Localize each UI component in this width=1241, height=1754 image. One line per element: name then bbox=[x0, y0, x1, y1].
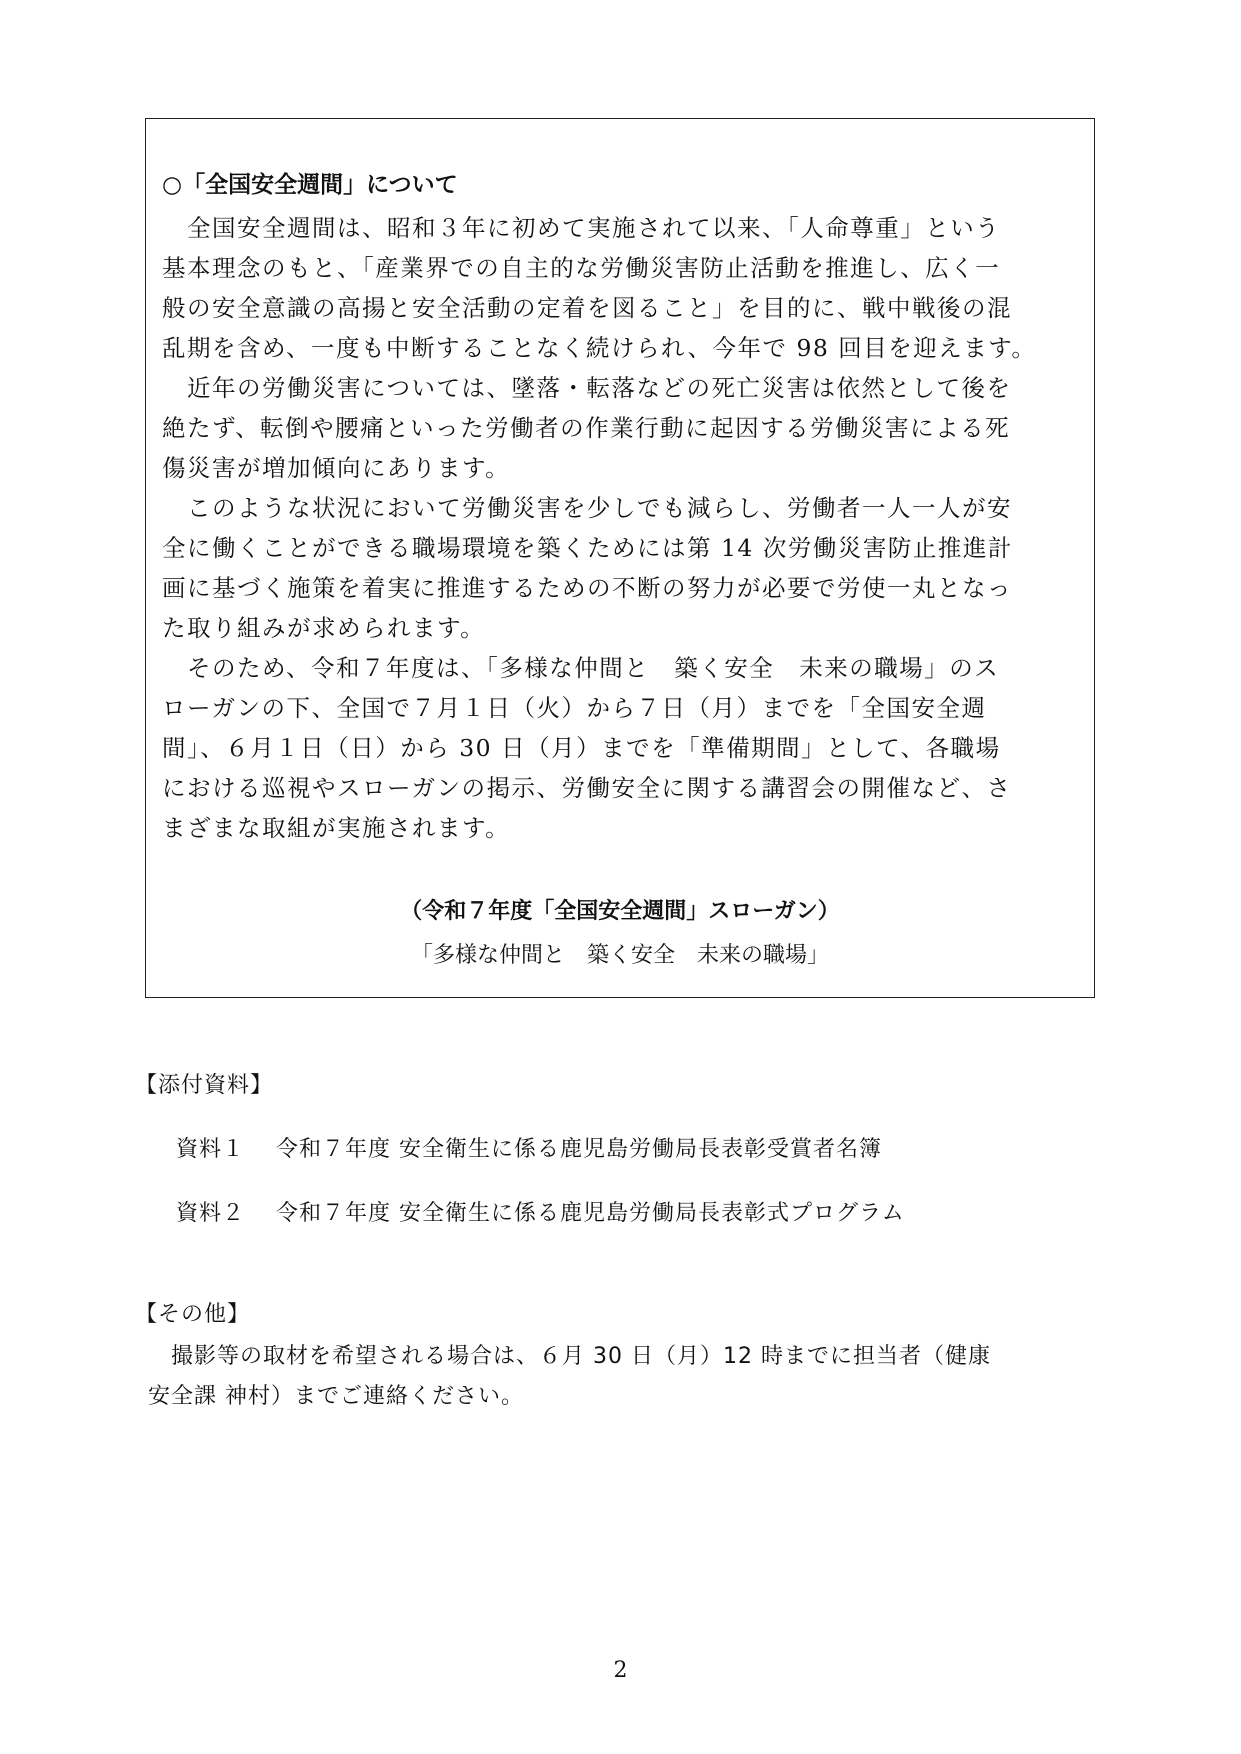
text-line: 全国安全週間は、昭和３年に初めて実施されて以来、「人命尊重」という bbox=[162, 214, 1001, 242]
text-line: 般の安全意識の高揚と安全活動の定着を図ること」を目的に、戦中戦後の混 bbox=[162, 294, 1012, 322]
text-line: における巡視やスローガンの掲示、労働安全に関する講習会の開催など、さ bbox=[162, 774, 1012, 802]
paragraph-this-year bbox=[162, 648, 1080, 848]
attachments-heading: 【添付資料】 bbox=[135, 1073, 274, 1098]
text-line: 乱期を含め、一度も中断することなく続けられ、今年で 98 回目を迎えます。 bbox=[162, 334, 1037, 362]
text-line: ローガンの下、全国で７月１日（火）から７日（月）までを「全国安全週 bbox=[162, 694, 987, 722]
text-line: 傷災害が増加傾向にあります。 bbox=[162, 454, 511, 482]
text-line: 近年の労働災害については、墜落・転落などの死亡災害は依然として後を bbox=[162, 374, 1012, 402]
paragraph-situation bbox=[162, 488, 1080, 648]
slogan-text: 「多様な仲間と 築く安全 未来の職場」 bbox=[410, 943, 829, 968]
other-text-line: 撮影等の取材を希望される場合は、６月 30 日（月）12 時までに担当者（健康 bbox=[148, 1344, 991, 1369]
text-line: 基本理念のもと、「産業界での自主的な労働災害防止活動を推進し、広く一 bbox=[162, 254, 1001, 282]
text-line: 間」、６月１日（日）から 30 日（月）までを「準備期間」として、各職場 bbox=[162, 734, 1001, 762]
text-line: 画に基づく施策を着実に推進するための不断の努力が必要で労使一丸となっ bbox=[162, 574, 1012, 602]
box-heading: ○「全国安全週間」について bbox=[162, 172, 458, 198]
page-number: 2 bbox=[613, 1658, 628, 1683]
text-line: た取り組みが求められます。 bbox=[162, 614, 486, 642]
paragraph-intro bbox=[162, 208, 1080, 368]
slogan-caption: （令和７年度「全国安全週間」スローガン） bbox=[400, 899, 840, 924]
text-line: 絶たず、転倒や腰痛といった労働者の作業行動に起因する労働災害による死 bbox=[162, 414, 1011, 442]
other-heading: 【その他】 bbox=[135, 1302, 251, 1327]
text-line: まざまな取組が実施されます。 bbox=[162, 814, 511, 842]
text-line: このような状況において労働災害を少しでも減らし、労働者一人一人が安 bbox=[162, 494, 1012, 522]
other-text-line: 安全課 神村）までご連絡ください。 bbox=[148, 1384, 524, 1409]
paragraph-recent-accidents bbox=[162, 368, 1080, 488]
text-line: そのため、令和７年度は、「多様な仲間と 築く安全 未来の職場」のス bbox=[162, 654, 1000, 682]
text-line: 全に働くことができる職場環境を築くためには第 14 次労働災害防止推進計 bbox=[162, 534, 1013, 562]
attachment-item: 資料１ 令和７年度 安全衛生に係る鹿児島労働局長表彰受賞者名簿 bbox=[176, 1137, 882, 1162]
attachment-item: 資料２ 令和７年度 安全衛生に係る鹿児島労働局長表彰式プログラム bbox=[176, 1201, 905, 1226]
